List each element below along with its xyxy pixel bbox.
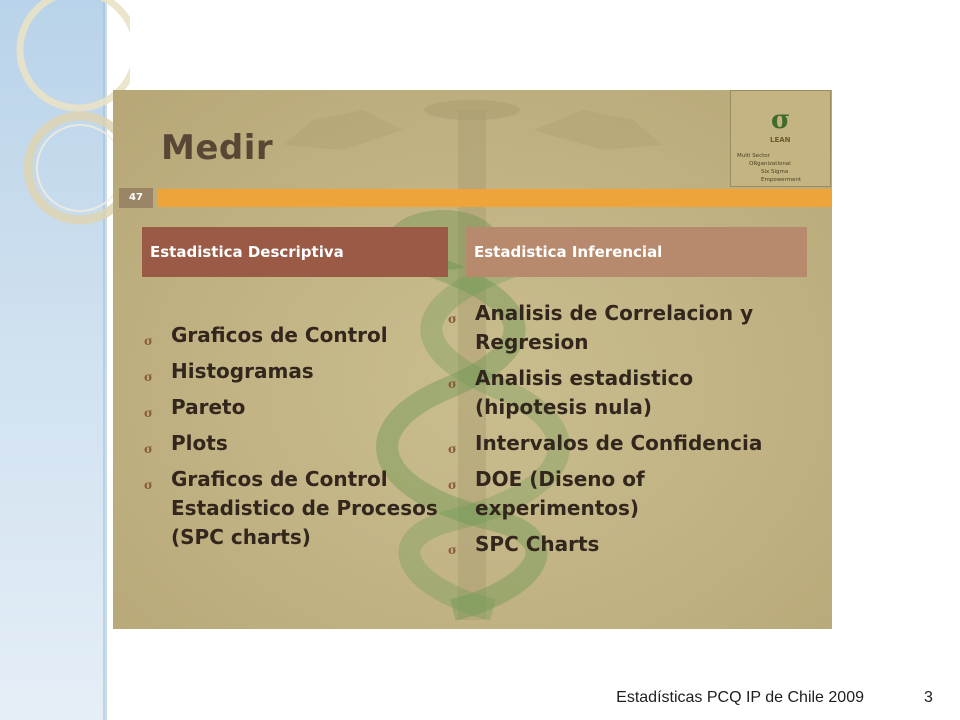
sigma-logo-symbol: σ xyxy=(771,105,791,135)
logo-line: ORganizational xyxy=(749,161,791,167)
slide-number: 47 xyxy=(119,188,153,208)
list-item xyxy=(448,429,808,458)
list-item-text: Graficos de Control Estadistico de Procesos (SPC charts) xyxy=(171,467,438,549)
header-estadistica-descriptiva: Estadistica Descriptiva xyxy=(142,227,448,277)
sigma-bullet-icon: σ xyxy=(144,442,153,456)
slide-image xyxy=(113,90,832,629)
footer-text: Estadísticas PCQ IP de Chile 2009 xyxy=(616,689,864,706)
list-item-text: Analisis estadistico (hipotesis nula) xyxy=(475,366,694,419)
sigma-bullet-icon: σ xyxy=(448,312,457,326)
sigma-bullet-icon: σ xyxy=(144,334,153,348)
sigma-bullet-icon: σ xyxy=(448,478,457,492)
sigma-bullet-icon: σ xyxy=(144,478,153,492)
logo-line: Six Sigma xyxy=(761,169,789,175)
list-item xyxy=(448,530,808,559)
slide-title: Medir xyxy=(161,128,274,168)
sigma-bullet-icon: σ xyxy=(144,406,153,420)
logo-lean-text: LEAN xyxy=(770,136,791,144)
list-item xyxy=(144,357,444,386)
decorative-rings xyxy=(0,0,130,240)
sigma-bullet-icon: σ xyxy=(448,543,457,557)
sigma-bullet-icon: σ xyxy=(144,370,153,384)
list-item xyxy=(144,321,444,350)
list-item xyxy=(448,364,808,422)
list-item-text: SPC Charts xyxy=(475,532,600,556)
six-sigma-lean-logo xyxy=(730,90,831,187)
list-item-text: DOE (Diseno of experimentos) xyxy=(475,467,645,520)
list-item-text: Intervalos de Confidencia xyxy=(475,431,763,455)
list-item-text: Plots xyxy=(171,431,228,455)
logo-line: Empowerment xyxy=(761,177,802,183)
list-item xyxy=(448,465,808,523)
inferencial-list xyxy=(448,299,808,566)
list-item-text: Analisis de Correlacion y Regresion xyxy=(475,301,754,354)
page-number: 3 xyxy=(924,689,933,706)
header-estadistica-inferencial: Estadistica Inferencial xyxy=(466,227,807,277)
list-item-text: Graficos de Control xyxy=(171,323,388,347)
list-item xyxy=(144,465,444,552)
logo-line: Multi Sector xyxy=(737,153,770,159)
descriptiva-list xyxy=(144,321,444,559)
list-item-text: Pareto xyxy=(171,395,246,419)
list-item xyxy=(448,299,808,357)
orange-divider-bar xyxy=(157,189,832,207)
list-item xyxy=(144,393,444,422)
sigma-bullet-icon: σ xyxy=(448,377,457,391)
list-item xyxy=(144,429,444,458)
list-item-text: Histogramas xyxy=(171,359,314,383)
sigma-bullet-icon: σ xyxy=(448,442,457,456)
